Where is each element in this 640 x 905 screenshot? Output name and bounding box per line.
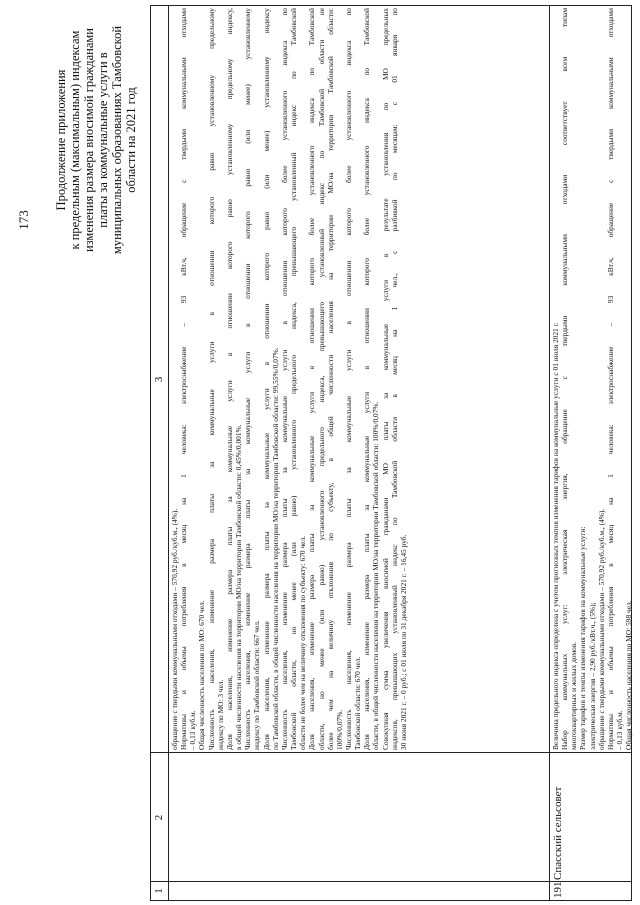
text-line: Общая численность населения по МО: 670 чел. xyxy=(197,600,207,750)
text-line: Размер тарифов и темпы изменения тарифов на коммунальные услуги: xyxy=(578,526,588,750)
page-number: 173 xyxy=(16,210,31,230)
text-line: Нормативы и объемы потребления в месяц на 1 человека: электроснабжение – 93 кВт.ч, обращение с твердыми коммунальными отходами xyxy=(605,8,615,750)
tariff-table xyxy=(150,5,632,901)
row-number: 191 xyxy=(552,881,564,898)
text-line: Нормативы и объемы потребления в месяц на 1 человека: электроснабжение – 93 кВт.ч, обращение с твердыми коммунальными отходами xyxy=(179,8,189,750)
text-line: Общая численность населения по МО: 598 чел. xyxy=(624,600,634,750)
text-line: Доля населения, изменение размера платы за коммунальные услуги в отношении которого более установленного индекса по Тамбовской xyxy=(307,8,317,750)
text-line: области, но менее (или равно) установленного предельного индекса, превышающего установленный индекс по Тамбовской области не xyxy=(316,8,326,750)
heading-line: муниципальных образованиях Тамбовской xyxy=(110,25,124,255)
text-line: Тамбовской области, но менее (или равно) установленного предельного индекса, превышающего установленный индекс по Тамбовской xyxy=(289,8,299,750)
text-line: в общей численности населения на территории МО/на территории Тамбовской области: 0,45%/0,001%. xyxy=(234,424,244,750)
column-header-3: 3 xyxy=(153,376,165,383)
column-divider xyxy=(151,752,631,753)
text-line: Численность населения, изменение размера платы за коммунальные услуги в отношении которого более установленного индекса по xyxy=(343,8,353,750)
text-line: Доля населения, изменение размера платы за коммунальные услуги в отношении которого более установленного индекса по Тамбовской xyxy=(362,8,372,750)
text-line: Совокупная сумма увеличения вносимой гражданами МО платы за коммунальные услуги в результате установления по МО предельных xyxy=(380,8,390,750)
text-line: Численность населения, изменение размера платы за коммунальные услуги в отношении которого более установленного индекса по xyxy=(279,8,289,750)
column-header-2: 2 xyxy=(153,814,165,821)
text-line: Численность населения, изменение размера платы за коммунальные услуги в отношении которого равно (или менее) установленному xyxy=(243,8,253,750)
text-line: индексу по Тамбовской области: 667 чел. xyxy=(252,620,262,750)
text-line: электрическая энергия – 2,90 руб./кВт.ч., (5%); xyxy=(587,602,597,750)
text-line: – 0,13 куб.м. xyxy=(615,710,625,750)
heading-line: Продолжение приложения xyxy=(54,69,68,211)
heading-line: области на 2021 год xyxy=(124,87,138,193)
text-line: обращение с твердыми коммунальными отходами – 570,92 руб./куб.м., (4%). xyxy=(170,508,179,750)
text-line: Тамбовской области: 670 чел. xyxy=(353,656,363,750)
row-191-text-block xyxy=(551,8,633,750)
continuation-text-block xyxy=(170,8,408,750)
text-line: Величина предельного индекса определена с учетом прогнозных темпов изменения тарифов на коммунальные услуги с 01 июля 2021 г. xyxy=(551,322,560,750)
text-line: индексов, превышающих установленный индекс по Тамбовской области в месяц на 1 чел., с разбивкой по месяцам: с 01 января по xyxy=(389,8,399,750)
text-line: многоквартирных и жилых домов. xyxy=(569,641,579,750)
text-line: 30 июня 2021 г. – 0 руб.; с 01 июля по 31 декабря 2021 г. – 16,45 руб. xyxy=(398,534,408,750)
text-line: индексу по МО: 3 чел. xyxy=(215,679,225,750)
column-header-1: 1 xyxy=(153,888,165,894)
heading-line: платы за коммунальные услуги в xyxy=(96,52,110,228)
text-line: Численность населения, изменение размера платы за коммунальные услуги в отношении которого равно установленному предельному xyxy=(206,8,216,750)
text-line: области, в общей численности населения на территории МО/на территории Тамбовской области: 100%/0,07%. xyxy=(371,401,381,750)
text-line: обращение с твердыми коммунальными отходами – 570,92 руб./куб.м., (4%). xyxy=(596,508,606,750)
heading-line: изменения размера вносимой гражданами xyxy=(82,28,96,253)
text-line: более чем на величину отклонения по субъекту, в общей численности населения на территории МО/на территории Тамбовской области: xyxy=(325,8,335,750)
text-line: Доля населения, изменение размера платы за коммунальные услуги в отношении которого равно установленному предельному индексу, xyxy=(224,8,234,750)
municipality-name: Спасский сельсовет xyxy=(552,786,564,880)
table-header-row xyxy=(151,6,169,900)
appendix-heading xyxy=(54,25,138,255)
text-line: области не более чем на величину отклонения по субъекту: 670 чел. xyxy=(298,536,308,750)
text-line: 100%/0,07%. xyxy=(334,709,344,750)
text-line: Доля населения, изменение размера платы за коммунальные услуги в отношении которого равно (или менее) установленному индексу xyxy=(261,8,271,750)
text-line: Набор коммунальных услуг: электрическая энергия, обращение с твердыми коммунальными отходами соответствует всем типам xyxy=(560,8,570,750)
text-line: по Тамбовской области, в общей численности населения на территории МО/на территории Тамбовской области: 99,55%/0,07%. xyxy=(270,347,280,750)
heading-line: к предельным (максимальным) индексам xyxy=(68,30,82,250)
row-separator xyxy=(549,6,550,900)
text-line: – 0,13 куб.м. xyxy=(188,710,198,750)
